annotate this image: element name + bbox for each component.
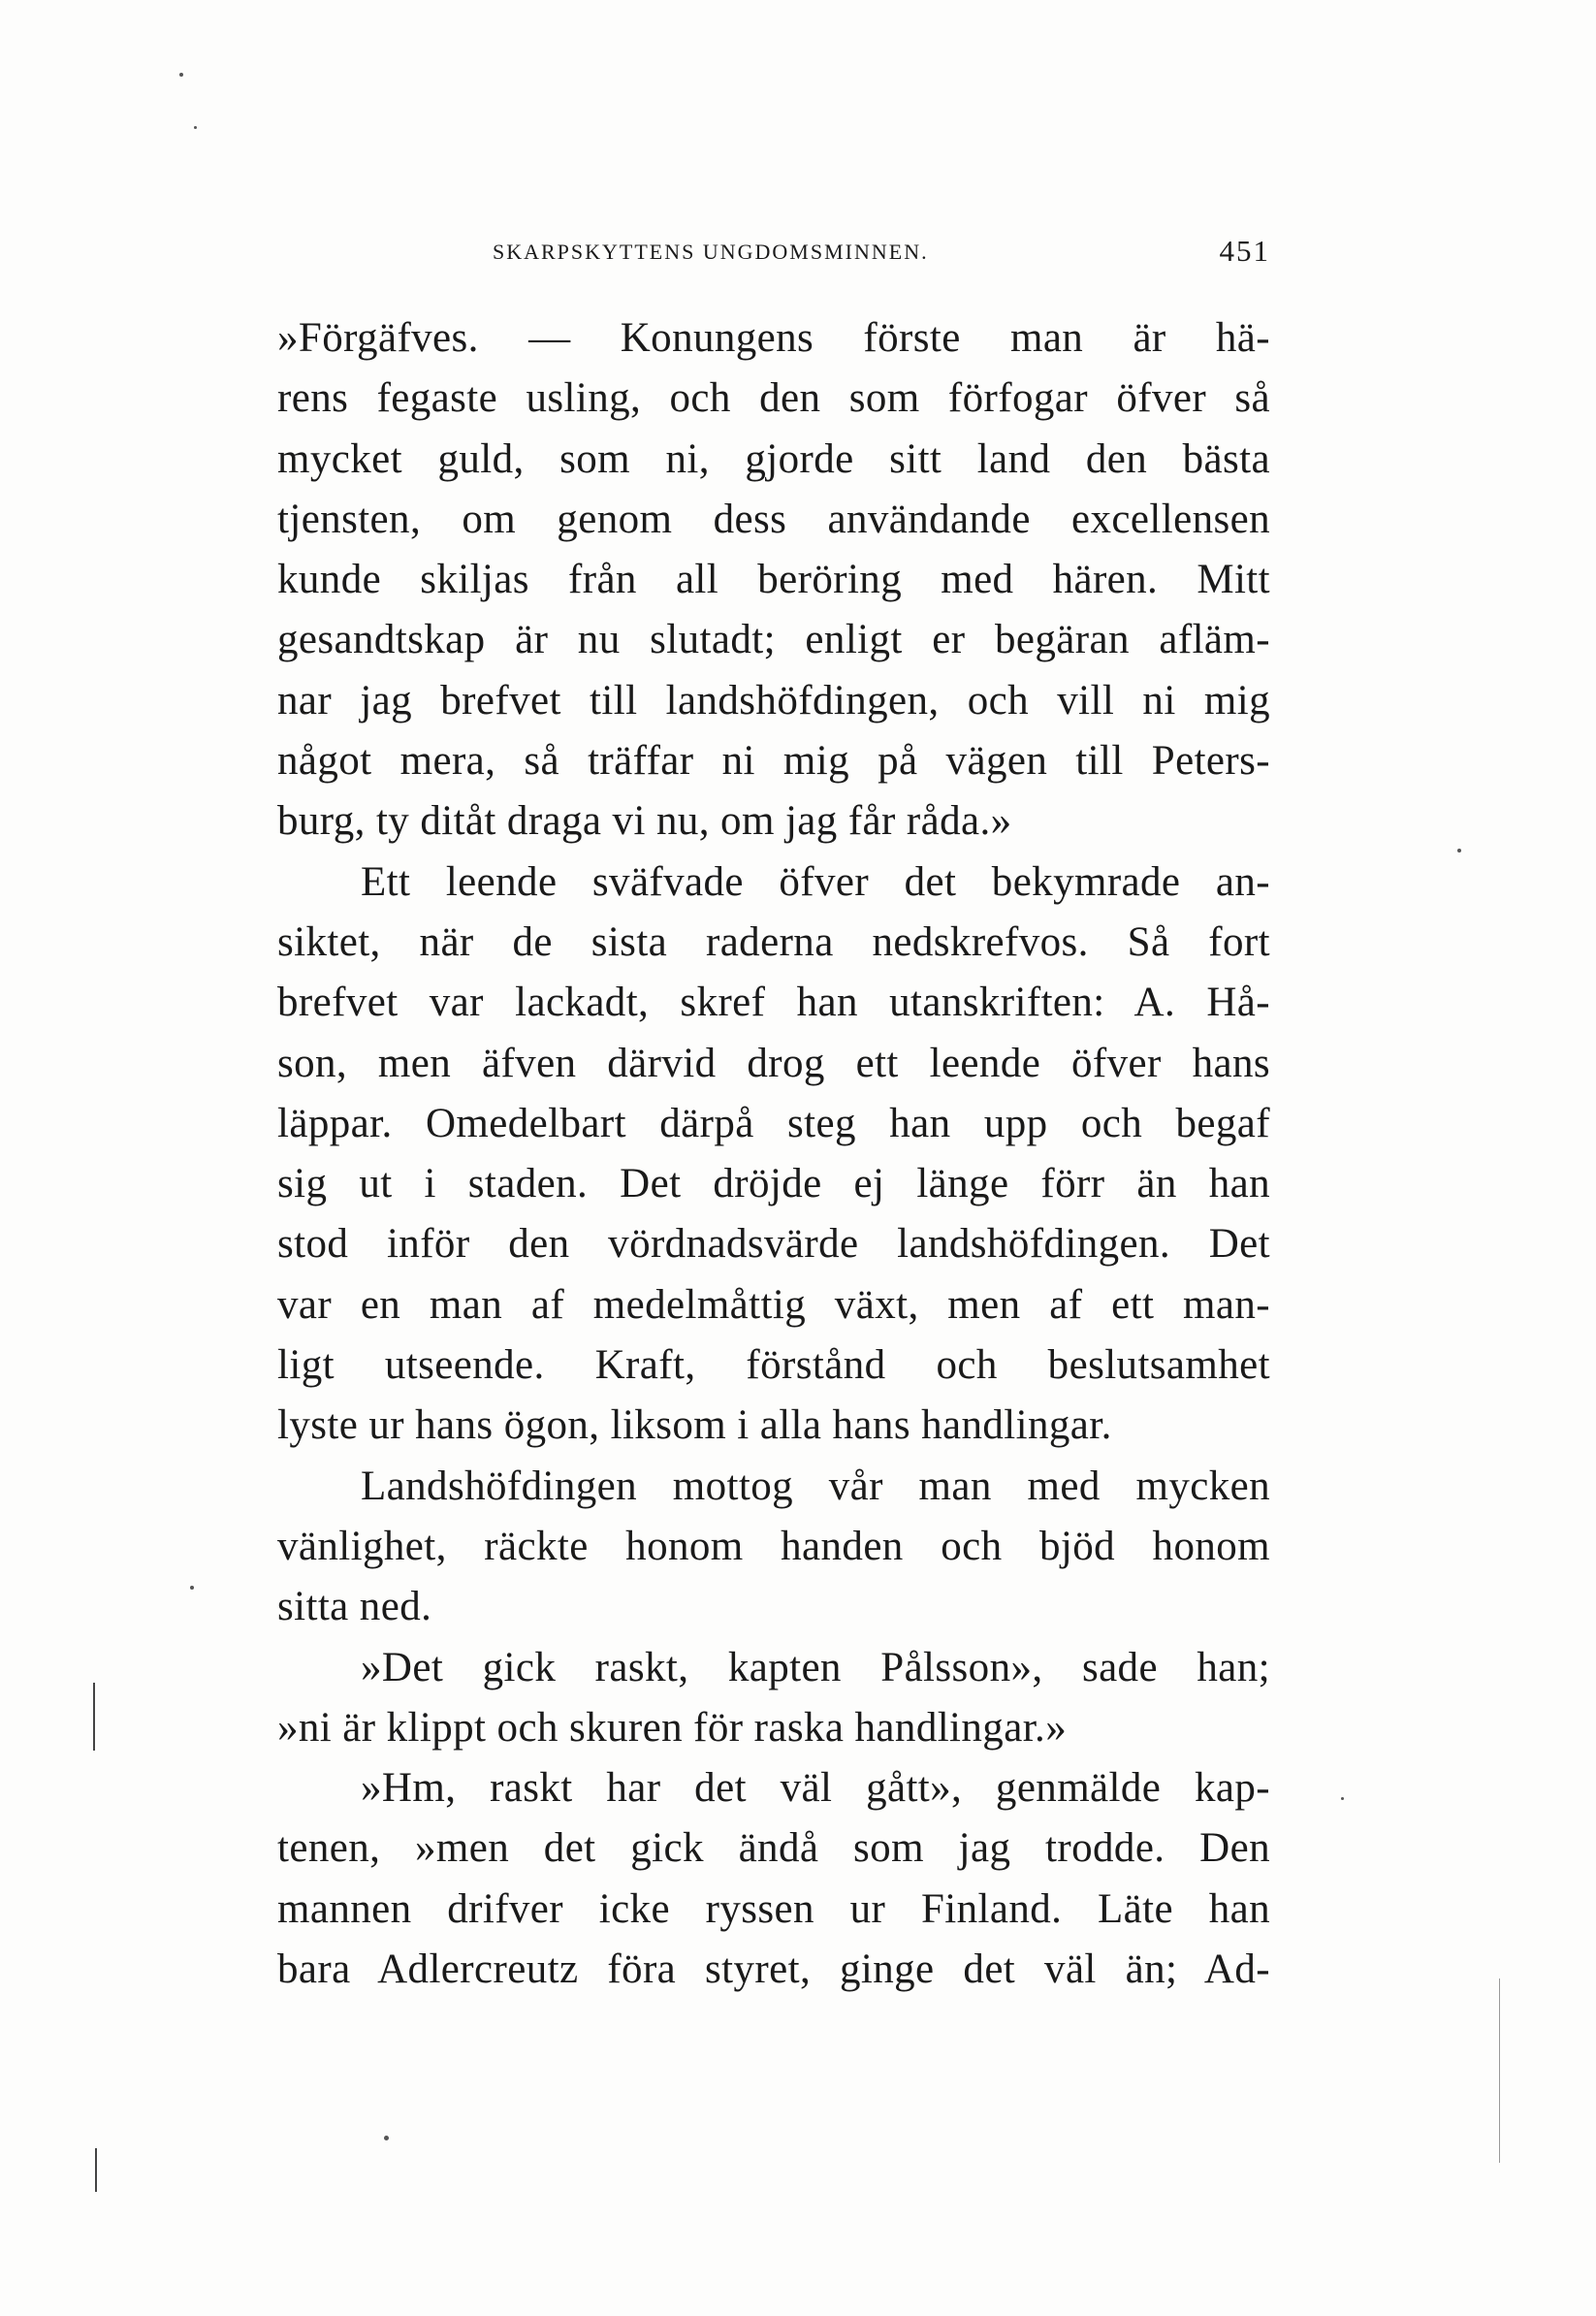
text-line: tjensten, om genom dess användande excellensen xyxy=(277,496,1270,542)
text-line: brefvet var lackadt, skref han utanskriften: A. Hå- xyxy=(277,980,1270,1026)
scan-margin-line xyxy=(1499,1978,1500,2163)
paragraph xyxy=(277,1457,1270,1638)
scan-speck xyxy=(190,1586,194,1590)
text-line: burg, ty ditåt draga vi nu, om jag får råda.» xyxy=(277,798,1012,845)
text-line: »Hm, raskt har det väl gått», genmälde kap- xyxy=(361,1765,1270,1812)
scan-speck xyxy=(1457,849,1461,852)
text-line: mycket guld, som ni, gjorde sitt land den bästa xyxy=(277,435,1270,482)
text-line: »ni är klippt och skuren för raska handlingar.» xyxy=(277,1704,1068,1751)
text-line: son, men äfven därvid drog ett leende öfver hans xyxy=(277,1040,1270,1086)
text-line: bara Adlercreutz föra styret, ginge det väl än; Ad- xyxy=(277,1946,1270,1993)
scan-speck xyxy=(384,2136,389,2140)
body-text xyxy=(277,308,1270,2000)
scan-margin-line xyxy=(95,2148,97,2192)
text-line: rens fegaste usling, och den som förfogar öfver så xyxy=(277,375,1270,422)
text-line: läppar. Omedelbart därpå steg han upp och begaf xyxy=(277,1100,1270,1146)
text-line: »Förgäfves. — Konungens förste man är hä- xyxy=(277,315,1270,361)
paragraph xyxy=(277,308,1270,852)
paragraph xyxy=(277,852,1270,1457)
paragraph xyxy=(277,1758,1270,2000)
scan-speck xyxy=(179,73,183,77)
text-line: kunde skiljas från all beröring med hären. Mitt xyxy=(277,557,1270,603)
text-line: var en man af medelmåttig växt, men af ett man- xyxy=(277,1281,1270,1328)
text-line: siktet, när de sista raderna nedskrefvos. Så fort xyxy=(277,918,1270,965)
paragraph xyxy=(277,1638,1270,1759)
text-line: sig ut i staden. Det dröjde ej länge förr än han xyxy=(277,1161,1270,1207)
scan-margin-line xyxy=(93,1683,95,1751)
text-line: ligt utseende. Kraft, förstånd och beslutsamhet xyxy=(277,1342,1270,1389)
text-line: Ett leende sväfvade öfver det bekymrade an- xyxy=(361,858,1270,905)
running-title: SKARPSKYTTENS UNGDOMSMINNEN. xyxy=(493,240,929,264)
text-line: nar jag brefvet till landshöfdingen, och vill ni mig xyxy=(277,677,1270,724)
scan-speck xyxy=(1341,1797,1344,1800)
text-line: vänlighet, räckte honom handen och bjöd honom xyxy=(277,1523,1270,1569)
text-line: »Det gick raskt, kapten Pålsson», sade han; xyxy=(361,1644,1270,1690)
text-line: något mera, så träffar ni mig på vägen till Peters- xyxy=(277,738,1270,785)
text-line: sitta ned. xyxy=(277,1584,432,1630)
text-line: stod inför den vördnadsvärde landshöfdingen. Det xyxy=(277,1221,1270,1268)
scan-speck xyxy=(194,126,197,129)
text-line: Landshöfdingen mottog vår man med mycken xyxy=(361,1463,1270,1509)
text-line: lyste ur hans ögon, liksom i alla hans handlingar. xyxy=(277,1402,1112,1449)
running-head xyxy=(277,234,1270,278)
page-number: 451 xyxy=(1219,234,1270,268)
text-line: mannen drifver icke ryssen ur Finland. Läte han xyxy=(277,1885,1270,1932)
text-line: tenen, »men det gick ändå som jag trodde. Den xyxy=(277,1825,1270,1872)
text-line: gesandtskap är nu slutadt; enligt er begäran afläm- xyxy=(277,617,1270,663)
